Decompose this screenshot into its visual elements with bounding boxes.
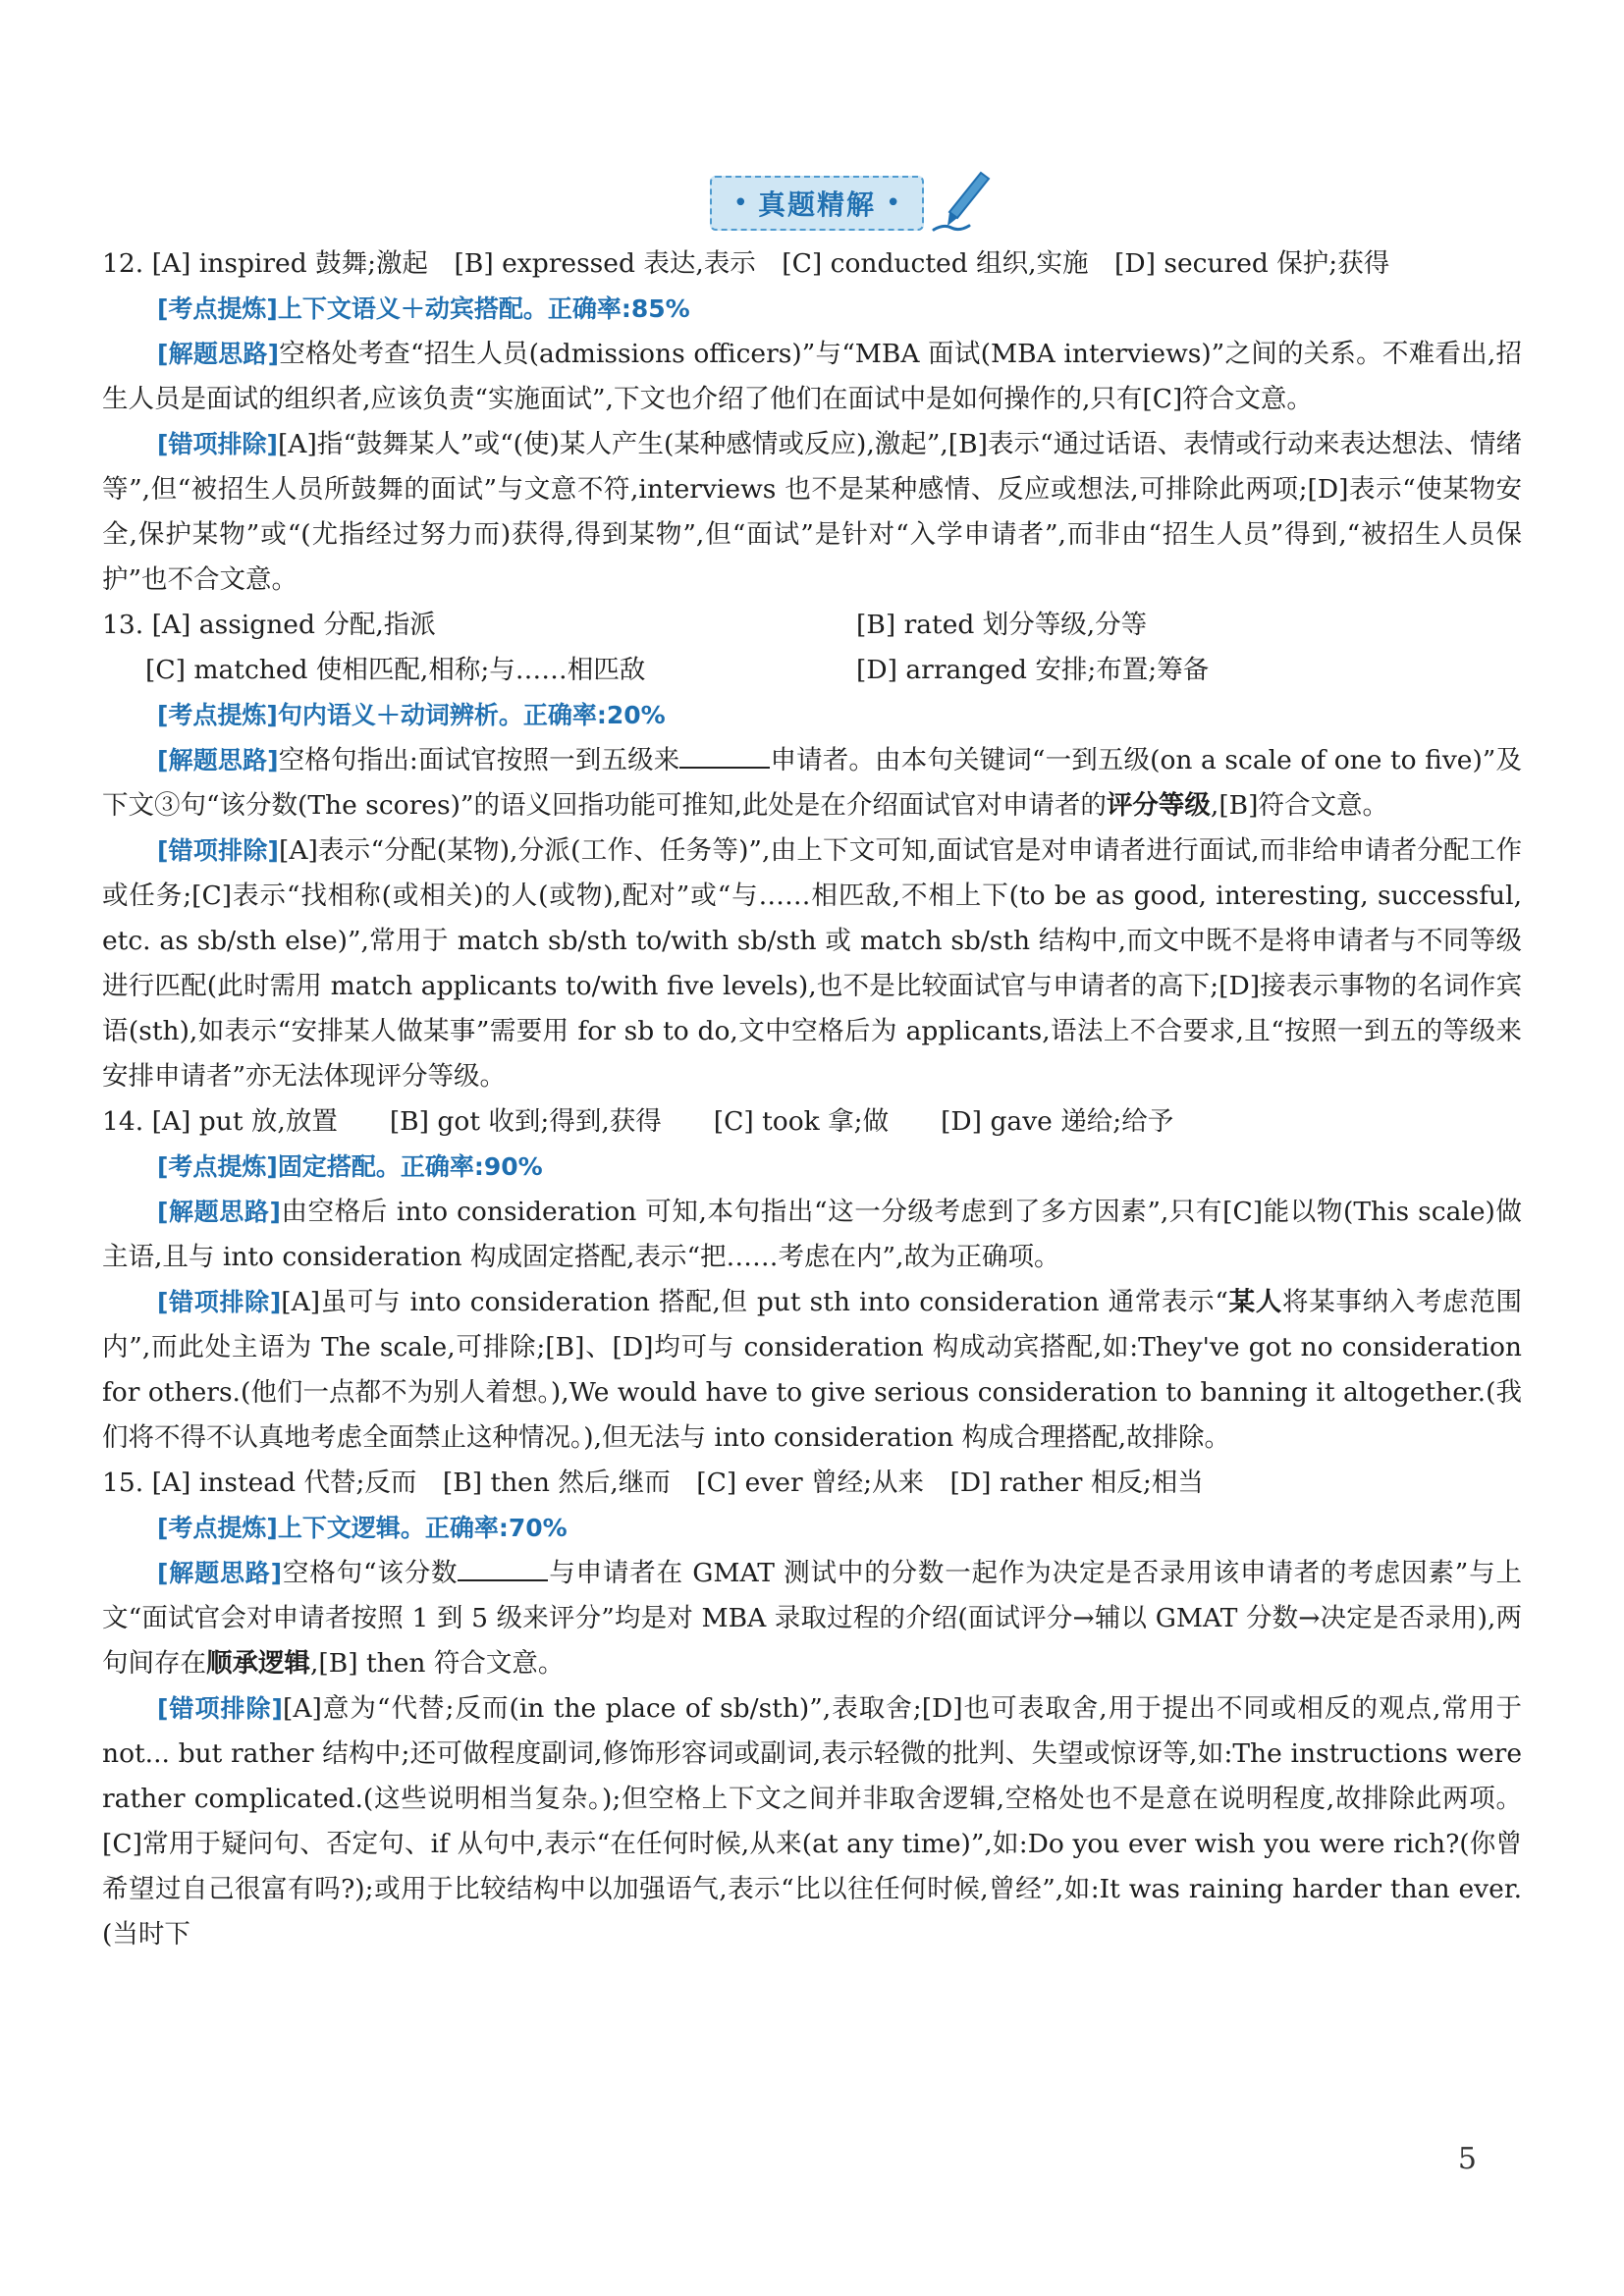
q13-options: [102, 603, 1522, 693]
q13-option-d: [D] arranged 安排;布置;筹备: [856, 655, 1210, 685]
section-header: [0, 169, 1624, 238]
q12-idea-text: 空格处考查“招生人员(admissions officers)”与“MBA 面试(MBA interviews)”之间的关系。不难看出,招生人员是面试的组织者,应该负责“实施面试”,下文也介绍了他们在面试中是如何操作的,只有[C]符合文意。: [102, 339, 1522, 414]
q14-focus-text: 固定搭配。正确率:90%: [277, 1152, 543, 1181]
q15-idea-text-1: 空格句“该分数: [282, 1558, 459, 1588]
q13-focus-tag: [考点提炼]: [157, 701, 278, 729]
q13-idea-tag: [解题思路]: [157, 746, 279, 774]
badge-dot-right: •: [886, 188, 901, 218]
q12-focus-text: 上下文语义＋动宾搭配。正确率:85%: [277, 294, 690, 323]
q14-elim-bold: 某人: [1227, 1287, 1282, 1317]
badge-dot-left: •: [732, 188, 748, 218]
brush-pen-icon: [930, 169, 993, 238]
q13-option-a: 13. [A] assigned 分配,指派: [102, 610, 436, 640]
page-number: 5: [1457, 2142, 1477, 2176]
q13-idea: [102, 738, 1522, 828]
q14-focus: [102, 1145, 1522, 1190]
q12-idea-tag: [解题思路]: [157, 340, 280, 368]
q15-elim-tag: [错项排除]: [157, 1694, 283, 1723]
question-15: [102, 1461, 1522, 1957]
q14-options: 14. [A] put 放,放置 [B] got 收到;得到,获得 [C] took 拿;做 [D] gave 递给;给予: [102, 1106, 1174, 1137]
section-badge: [710, 176, 925, 231]
q13-focus: [102, 693, 1522, 738]
q12-elim: [102, 422, 1522, 603]
q15-focus-text: 上下文逻辑。正确率:70%: [277, 1514, 568, 1542]
q15-idea-text-2: 与申请者在 GMAT 测试中的分数一起作为决定是否录用该申请者的考虑因素”与上文“面试官会对申请者按照 1 到 5 级来评分”均是对 MBA 录取过程的介绍(面试评分→辅以 GMAT 分数→决定是否录用),两句间存在: [102, 1558, 1522, 1679]
q13-focus-text: 句内语义＋动词辨析。正确率:20%: [277, 701, 666, 729]
q12-options: 12. [A] inspired 鼓舞;激起 [B] expressed 表达,表示 [C] conducted 组织,实施 [D] secured 保护;获得: [102, 248, 1390, 279]
q14-idea-text: 由空格后 into consideration 可知,本句指出“这一分级考虑到了多方因素”,只有[C]能以物(This scale)做主语,且与 into consideration 构成固定搭配,表示“把……考虑在内”,故为正确项。: [102, 1197, 1522, 1272]
q13-elim-text: [A]表示“分配(某物),分派(工作、任务等)”,由上下文可知,面试官是对申请者进行面试,而非给申请者分配工作或任务;[C]表示“找相称(或相关)的人(或物),配对”或“与……相匹敌,不相上下(to be as good, interesting, successful, etc. as sb/sth else)”,常用于 match sb/sth to/with sb/sth 或 match sb/sth 结构中,而文中既不是将申请者与不同等级进行匹配(此时需用 match applicants to/with five levels),也不是比较面试官与申请者的高下;[D]接表示事物的名词作宾语(sth),如表示“安排某人做某事”需要用 for sb to do,文中空格后为 applicants,语法上不合要求,且“按照一到五的等级来安排申请者”亦无法体现评分等级。: [102, 835, 1522, 1092]
q12-focus-tag: [考点提炼]: [157, 294, 278, 323]
answer-explanations: [102, 241, 1522, 1957]
q13-answer-blank: [679, 739, 770, 769]
q13-elim: [102, 828, 1522, 1099]
q14-idea: [102, 1190, 1522, 1280]
q12-elim-tag: [错项排除]: [157, 430, 278, 458]
q15-focus-tag: [考点提炼]: [157, 1514, 278, 1542]
q14-focus-tag: [考点提炼]: [157, 1152, 278, 1181]
q14-elim-text-2: 将某事纳入考虑范围内”,而此处主语为 The scale,可排除;[B]、[D]均可与 consideration 构成动宾搭配,如:They've got no consideration for others.(他们一点都不为别人着想。),We would have to give serious consideration to banning it altogether.(我们将不得不认真地考虑全面禁止这种情况。),但无法与 into consideration 构成合理搭配,故排除。: [102, 1287, 1523, 1453]
q13-option-c: [C] matched 使相匹配,相称;与……相匹敌: [145, 655, 646, 685]
question-14: [102, 1099, 1522, 1461]
q15-focus: [102, 1506, 1522, 1551]
q12-idea: [102, 332, 1522, 422]
q15-idea-bold: 顺承逻辑: [206, 1648, 310, 1679]
q15-elim-text: [A]意为“代替;反而(in the place of sb/sth)”,表取舍;[D]也可表取舍,用于提出不同或相反的观点,常用于 not... but rather 结构中;还可做程度副词,修饰形容词或副词,表示轻微的批判、失望或惊讶等,如:The instructions were rather complicated.(这些说明相当复杂。);但空格上下文之间并非取舍逻辑,空格处也不是意在说明程度,故排除此两项。[C]常用于疑问句、否定句、if 从句中,表示“在任何时候,从来(at any time)”,如:Do you ever wish you were rich?(你曾希望过自己很富有吗?);或用于比较结构中以加强语气,表示“比以往任何时候,曾经”,如:It was raining harder than ever.(当时下: [102, 1693, 1523, 1949]
question-12: [102, 241, 1522, 603]
q15-options: 15. [A] instead 代替;反而 [B] then 然后,继而 [C] ever 曾经;从来 [D] rather 相反;相当: [102, 1468, 1204, 1498]
question-13: [102, 603, 1522, 1099]
q15-idea: [102, 1551, 1522, 1686]
q15-answer-blank: [458, 1552, 548, 1581]
q14-elim-tag: [错项排除]: [157, 1288, 282, 1316]
q15-idea-text-3: ,[B] then 符合文意。: [310, 1648, 565, 1679]
section-title: 真题精解: [757, 188, 876, 221]
q12-focus: [102, 287, 1522, 332]
q15-elim: [102, 1686, 1522, 1957]
q13-idea-text-2: 申请者。由本句关键词“一到五级(on a scale of one to five)”及下文③句“该分数(The scores)”的语义回指功能可推知,此处是在介绍面试官对申请者的: [102, 745, 1522, 821]
q12-elim-text: [A]指“鼓舞某人”或“(使)某人产生(某种感情或反应),激起”,[B]表示“通过话语、表情或行动来表达想法、情绪等”,但“被招生人员所鼓舞的面试”与文意不符,interviews 也不是某种感情、反应或想法,可排除此两项;[D]表示“使某物安全,保护某物”或“(尤指经过努力而)获得,得到某物”,但“面试”是针对“入学申请者”,而非由“招生人员”得到,“被招生人员保护”也不合文意。: [102, 429, 1522, 595]
q13-idea-text-1: 空格句指出:面试官按照一到五级来: [278, 745, 680, 775]
q13-idea-text-3: ,[B]符合文意。: [1210, 790, 1388, 821]
q14-elim-text-1: [A]虽可与 into consideration 搭配,但 put sth into consideration 通常表示“: [281, 1287, 1228, 1317]
q14-idea-tag: [解题思路]: [157, 1198, 281, 1226]
q13-idea-bold: 评分等级: [1106, 790, 1211, 821]
q15-idea-tag: [解题思路]: [157, 1559, 283, 1587]
q13-elim-tag: [错项排除]: [157, 836, 279, 865]
q13-option-b: [B] rated 划分等级,分等: [856, 610, 1148, 640]
q14-elim: [102, 1280, 1522, 1461]
